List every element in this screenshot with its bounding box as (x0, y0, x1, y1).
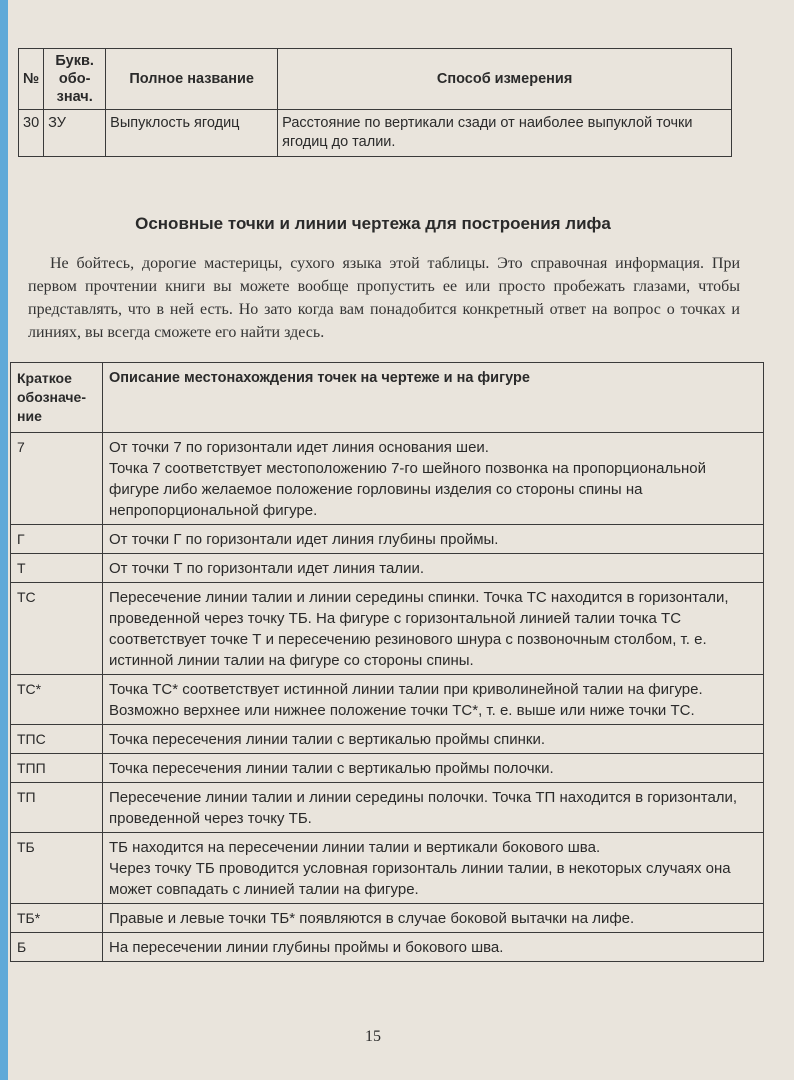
points-table (10, 362, 764, 962)
cell-description: Точка пересечения линии талии с вертикалью проймы полочки. (103, 754, 764, 783)
table-row (11, 783, 764, 833)
table-header-row (19, 49, 732, 110)
header-method: Способ измерения (278, 49, 732, 110)
header-short-designation: Краткое обозначе-ние (11, 363, 103, 433)
measurements-table (18, 48, 732, 157)
cell-abbreviation: ЗУ (44, 110, 106, 157)
cell-designation: Г (11, 525, 103, 554)
table-row (11, 583, 764, 675)
cell-designation: ТС (11, 583, 103, 675)
header-abbreviation: Букв. обо-знач. (44, 49, 106, 110)
table-row (11, 675, 764, 725)
table-row (11, 904, 764, 933)
page-number: 15 (365, 1028, 381, 1045)
cell-description: Точка ТС* соответствует истинной линии талии при криволинейной талии на фигуре. Возможно верхнее или нижнее положение точки ТС*, т. е. выше или ниже точки ТС. (103, 675, 764, 725)
cell-number: 30 (19, 110, 44, 157)
points-table-body (11, 433, 764, 962)
cell-full-name: Выпуклость ягодиц (106, 110, 278, 157)
table-row (11, 554, 764, 583)
table-row (11, 525, 764, 554)
table-row (11, 725, 764, 754)
cell-designation: 7 (11, 433, 103, 525)
cell-description: От точки Т по горизонтали идет линия талии. (103, 554, 764, 583)
cell-designation: ТБ (11, 833, 103, 904)
header-number: № (19, 49, 44, 110)
cell-description: От точки Г по горизонтали идет линия глубины проймы. (103, 525, 764, 554)
cell-designation: Т (11, 554, 103, 583)
table-row (11, 933, 764, 962)
cell-description: Пересечение линии талии и линии середины спинки. Точка ТС находится в горизонтали, проведенной через точку ТБ. На фигуре с горизонтальной линией талии точка ТС соответствует точке Т и пересечению резинового шнура с позвоночным столбом, т. е. истинной линии талии на фигуре со стороны спины. (103, 583, 764, 675)
cell-description: ТБ находится на пересечении линии талии и вертикали бокового шва. Через точку ТБ проводится условная горизонталь линии талии, в некоторых случаях она может совпадать с линией талии на фигуре. (103, 833, 764, 904)
intro-paragraph: Не бойтесь, дорогие мастерицы, сухого языка этой таблицы. Это справочная информация. При первом прочтении книги вы можете вообще пропустить ее или просто пробежать глазами, чтобы представлять, что в ней есть. Но зато когда вам понадобится конкретный ответ на вопрос о точках и линиях, вы всегда сможете его найти здесь. (28, 255, 740, 341)
cell-description: Точка пересечения линии талии с вертикалью проймы спинки. (103, 725, 764, 754)
cell-designation: ТПП (11, 754, 103, 783)
table-header-row (11, 363, 764, 433)
cell-method: Расстояние по вертикали сзади от наиболее выпуклой точки ягодиц до талии. (278, 110, 732, 157)
table-row (11, 833, 764, 904)
section-title: Основные точки и линии чертежа для построения лифа (135, 214, 611, 233)
cell-designation: ТПС (11, 725, 103, 754)
cell-designation: Б (11, 933, 103, 962)
book-page (8, 0, 794, 1080)
header-description: Описание местонахождения точек на чертеже и на фигуре (103, 363, 764, 433)
cell-designation: ТП (11, 783, 103, 833)
table-row (19, 110, 732, 157)
cell-designation: ТС* (11, 675, 103, 725)
cell-description: Правые и левые точки ТБ* появляются в случае боковой вытачки на лифе. (103, 904, 764, 933)
table-row (11, 433, 764, 525)
cell-designation: ТБ* (11, 904, 103, 933)
cell-description: На пересечении линии глубины проймы и бокового шва. (103, 933, 764, 962)
table-row (11, 754, 764, 783)
header-full-name: Полное название (106, 49, 278, 110)
cell-description: Пересечение линии талии и линии середины полочки. Точка ТП находится в горизонтали, проведенной через точку ТБ. (103, 783, 764, 833)
cell-description: От точки 7 по горизонтали идет линия основания шеи. Точка 7 соответствует местоположению 7-го шейного позвонка на пропорциональной фигуре либо желаемое положение горловины изделия со стороны спины на непропорциональной фигуре. (103, 433, 764, 525)
